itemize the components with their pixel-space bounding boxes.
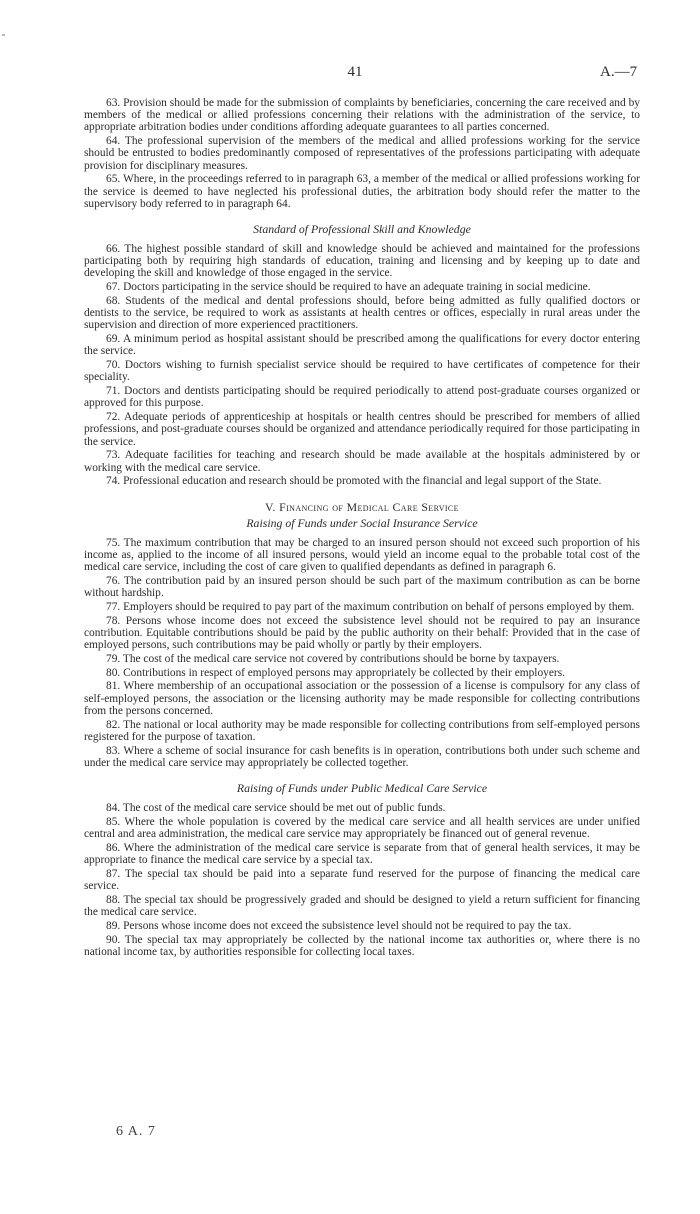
paragraph: 85. Where the whole population is covered by the medical care service and all health services are under unified central and area administration, the medical care service may appropriately be financed out of general revenue.	[84, 815, 640, 841]
paragraph: 83. Where a scheme of social insurance for cash benefits is in operation, contributions both under such scheme and under the medical care service may appropriately be collected together.	[84, 744, 640, 769]
sub-heading: Raising of Funds under Social Insurance Service	[246, 515, 478, 530]
paragraph: 67. Doctors participating in the service should be required to have an adequate training in social medicine.	[106, 281, 591, 294]
paragraph: 69. A minimum period as hospital assistant should be prescribed among the qualifications for every doctor entering the service.	[84, 333, 640, 358]
paragraph: 75. The maximum contribution that may be charged to an insured person should not exceed such proportion of his income as, applied to the income of all insured persons, would yield an income equal to the probable total cost of the medical care service, including the cost of care given to qualified dependants as defined in paragraph 6.	[84, 536, 640, 574]
paragraph: 76. The contribution paid by an insured person should be such part of the maximum contribution as can be borne without hardship.	[84, 574, 640, 600]
paragraph: 86. Where the administration of the medical care service is separate from that of general health services, it may be appropriate to finance the medical care service by a special tax.	[84, 841, 640, 867]
section-heading: V. Financing of Medical Care Service	[265, 499, 459, 514]
paragraph: 90. The special tax may appropriately be collected by the national income tax authorities or, where there is no national income tax, by authorities responsible for collecting local taxes.	[84, 933, 640, 958]
body-text	[84, 97, 640, 960]
paragraph: 73. Adequate facilities for teaching and research should be made available at the hospitals administered by or working with the medical care service.	[84, 449, 640, 474]
paragraph: 64. The professional supervision of the members of the medical and allied professions working for the service should be entrusted to bodies predominantly composed of representatives of the professions participating with adequate provision for disciplinary measures.	[84, 135, 640, 172]
paragraph: 74. Professional education and research should be promoted with the financial and legal support of the State.	[106, 475, 602, 488]
paragraph: 88. The special tax should be progressively graded and should be designed to yield a return sufficient for financing the medical care service.	[84, 893, 640, 919]
paragraph: 77. Employers should be required to pay part of the maximum contribution on behalf of persons employed by them.	[106, 600, 635, 613]
paragraph: 71. Doctors and dentists participating should be required periodically to attend post-graduate courses organized or approved for this purpose.	[84, 385, 640, 410]
paragraph: 81. Where membership of an occupational association or the possession of a license is compulsory for any class of self-employed persons, the association or the licensing authority may be made responsible for collecting contributions from the persons concerned.	[84, 680, 640, 717]
paragraph: 70. Doctors wishing to furnish specialist service should be required to have certificates of competence for their speciality.	[84, 359, 640, 384]
printer-signature: 6 A. 7	[116, 1124, 156, 1139]
paragraph: 63. Provision should be made for the submission of complaints by beneficiaries, concerning the care received and by members of the medical or allied professions concerning their relations with the administration of the service, to appropriate arbitration bodies under conditions affording adequate guarantees to all parties concerned.	[84, 97, 640, 134]
document-reference: A.—7	[600, 64, 638, 80]
paragraph: 84. The cost of the medical care service should be met out of public funds.	[106, 802, 446, 815]
paragraph: 82. The national or local authority may be made responsible for collecting contributions from self-employed persons registered for the purpose of taxation.	[84, 718, 640, 743]
sub-heading: Raising of Funds under Public Medical Care Service	[236, 781, 488, 796]
sub-heading: Standard of Professional Skill and Knowledge	[253, 222, 471, 237]
paragraph: 80. Contributions in respect of employed persons may appropriately be collected by their employers.	[106, 666, 565, 679]
paragraph: 79. The cost of the medical care service not covered by contributions should be borne by taxpayers.	[106, 652, 560, 665]
page-number: 41	[347, 64, 363, 80]
paragraph: 72. Adequate periods of apprenticeship at hospitals or health centres should be prescribed for members of allied professions, and post-graduate courses should be organized and attendance periodically required for those participating in the service.	[84, 411, 640, 448]
paragraph: 78. Persons whose income does not exceed the subsistence level should not be required to pay an insurance contribution. Equitable contributions should be paid by the public authority on their behalf: Provided that in the case of employed persons, such contributions may be paid wholly or partly by their employers.	[84, 614, 640, 652]
paragraph: 89. Persons whose income does not exceed the subsistence level should not be required to pay the tax.	[106, 919, 572, 932]
paragraph: 68. Students of the medical and dental professions should, before being admitted as fully qualified doctors or dentists to the service, be required to work as assistants at health centres or offices, especially in rural areas under the supervision and direction of more experienced practitioners.	[84, 295, 640, 332]
scan-speck	[2, 34, 5, 36]
paragraph: 66. The highest possible standard of skill and knowledge should be achieved and maintained for the professions participating both by requiring high standards of education, training and licensing and by keeping up to date and developing the skill and knowledge of those engaged in the service.	[84, 243, 640, 280]
paragraph: 65. Where, in the proceedings referred to in paragraph 63, a member of the medical or allied professions working for the service is deemed to have neglected his professional duties, the arbitration body should refer the matter to the supervisory body referred to in paragraph 64.	[84, 173, 640, 210]
paragraph: 87. The special tax should be paid into a separate fund reserved for the purpose of financing the medical care service.	[84, 867, 640, 893]
